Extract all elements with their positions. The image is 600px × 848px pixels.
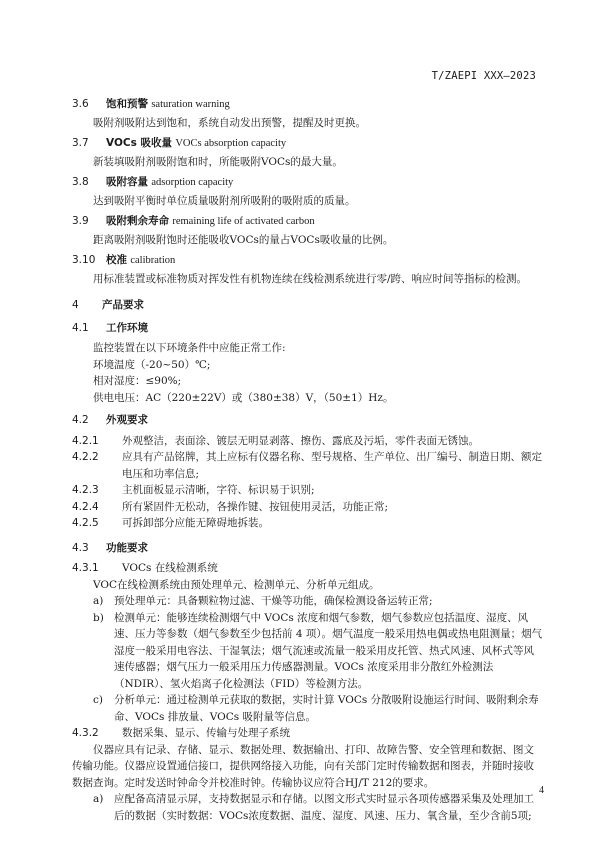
environment-line: 供电电压：AC（220±22V）或（380±38）V，（50±1）Hz。: [93, 391, 394, 404]
term-title: 吸附剩余寿命: [106, 215, 169, 227]
term-heading-3-10: [72, 252, 544, 270]
subsection-title: VOCs 在线检测系统: [122, 562, 218, 574]
term-definition: 用标准装置或标准物质对挥发性有机物连续在线检测系统进行零/跨、响应时间等指标的检测。: [93, 272, 528, 285]
section-number: 4: [72, 299, 79, 311]
clause-item: [72, 449, 544, 482]
term-title: VOCs 吸收量: [106, 137, 172, 149]
term-heading-3-8: [72, 174, 544, 192]
document-body: [72, 94, 544, 824]
subsection-heading-4-3-1: [72, 560, 544, 577]
list-item: [72, 593, 544, 610]
list-label: a): [93, 595, 104, 607]
section-title: 功能要求: [106, 541, 148, 554]
term-english: remaining life of activated carbon: [172, 216, 315, 227]
term-definition: 达到吸附平衡时单位质量吸附剂所吸附的吸附质的质量。: [93, 194, 356, 207]
clause-item: [72, 433, 544, 450]
term-number: 3.6: [72, 98, 89, 110]
section-number: 4.2: [72, 414, 89, 426]
term-number: 3.9: [72, 215, 89, 227]
term-title: 吸附容量: [106, 176, 148, 188]
term-definition: 新装填吸附剂吸附饱和时，所能吸附VOCs的最大量。: [93, 155, 343, 168]
clause-item: [72, 515, 544, 532]
section-heading-4-3: [72, 540, 544, 557]
subsection-heading-4-3-2: [72, 725, 544, 742]
term-english: VOCs absorption capacity: [175, 138, 287, 149]
term-heading-3-7: [72, 135, 544, 153]
list-label: a): [93, 793, 104, 805]
term-title: 饱和预警: [106, 98, 148, 110]
term-definition: 吸附剂吸附达到饱和，系统自动发出预警，提醒及时更换。: [93, 116, 366, 129]
list-label: c): [93, 694, 103, 706]
clause-text: 所有紧固件无松动，各操作键、按钮使用灵活，功能正常;: [122, 500, 389, 513]
clause-number: 4.3.2: [72, 727, 99, 739]
term-definition: 距离吸附剂吸附饱时还能吸收VOCs的量占VOCs吸收量的比例。: [93, 233, 394, 246]
clause-number: 4.2.1: [72, 434, 99, 447]
section-number: 4.1: [72, 321, 89, 334]
section-number: 4.3: [72, 541, 89, 554]
clause-text: 主机面板显示清晰，字符、标识易于识别;: [122, 484, 315, 496]
list-item: [72, 610, 544, 693]
list-text: 应配备高清显示屏，支持数据显示和存储。以图文形式实时显示各项传感器采集及处理加工后的数据（实时数据：VOCs浓度数据、温度、湿度、风速、压力、氧含量，至少含前5项;: [114, 793, 534, 822]
term-number: 3.10: [72, 254, 96, 266]
section-title: 工作环境: [106, 321, 148, 334]
environment-conditions: [93, 340, 544, 406]
term-number: 3.7: [72, 137, 89, 149]
subsection-title: 数据采集、显示、传输与处理子系统: [122, 727, 290, 739]
section-heading-4-2: [72, 412, 544, 429]
list-item: [72, 692, 544, 725]
section-title: 外观要求: [106, 414, 148, 426]
environment-line: 环境温度（-20~50）℃;: [93, 358, 211, 371]
clause-number: 4.2.3: [72, 484, 99, 496]
clause-text: 可拆卸部分应能无障碍地拆装。: [122, 517, 269, 529]
clause-item: [72, 499, 544, 516]
section-title: 产品要求: [102, 299, 144, 311]
environment-line: 相对湿度：≤90%;: [93, 375, 182, 387]
list-text: 分析单元：通过检测单元获取的数据，实时计算 VOCs 分散吸附设施运行时间、吸附剩余寿命、VOCs 排放量、VOCs 吸附量等信息。: [114, 694, 539, 723]
clause-number: 4.2.4: [72, 500, 99, 513]
clause-number: 4.2.5: [72, 517, 99, 529]
standard-code-header: T/ZAEPI XXX—2023: [431, 70, 536, 82]
clause-number: 4.3.1: [72, 562, 99, 574]
term-title: 校准: [106, 254, 127, 266]
term-english: saturation warning: [151, 99, 230, 110]
environment-line: 监控装置在以下环境条件中应能正常工作:: [93, 342, 286, 354]
clause-number: 4.2.2: [72, 451, 99, 463]
term-heading-3-9: [72, 213, 544, 231]
clause-text: 外观整洁，表面涂、镀层无明显剥落、擦伤、露底及污垢，零件表面无锈蚀。: [122, 434, 479, 447]
list-label: b): [93, 611, 104, 624]
subsection-body: 仪器应具有记录、存储、显示、数据处理、数据输出、打印、故障告警、安全管理和数据、图文传输功能。仪器应设置通信接口，提供网络接入功能，向有关部门定时传输数据和图表，并随时接收数据查询。定时发送时钟命令并校准时钟。传输协议应符合HJ/T 212的要求。: [72, 743, 534, 789]
page-number: 4: [539, 785, 544, 796]
term-number: 3.8: [72, 176, 89, 188]
clause-text: 应具有产品铭牌，其上应标有仪器名称、型号规格、生产单位、出厂编号、制造日期、额定电压和功率信息;: [122, 451, 542, 480]
subsection-intro: VOC在线检测系统由预处理单元、检测单元、分析单元组成。: [93, 578, 380, 591]
section-heading-4: [72, 297, 544, 314]
list-item: [72, 791, 544, 824]
list-text: 检测单元：能够连续检测烟气中 VOCs 浓度和烟气参数，烟气参数应包括温度、湿度、风速、压力等参数（烟气参数至少包括前 4 项）。烟气温度一般采用热电偶或热电阻测量；烟气湿度一般采用电容法、干湿氧法；烟气流速或流量一般采用皮托管、热式风速、风杯式等风速传感器；烟气压力一般采用压力传感器测量。VOCs 浓度采用非分散红外检测法（NDIR）、氢火焰离子化检测法（FID）等检测方法。: [114, 611, 543, 690]
term-english: calibration: [130, 255, 176, 266]
list-text: 预处理单元：具备颗粒物过滤、干燥等功能，确保检测设备运转正常;: [114, 595, 433, 607]
term-heading-3-6: [72, 96, 544, 114]
clause-item: [72, 482, 544, 499]
term-english: adsorption capacity: [151, 177, 234, 188]
section-heading-4-1: [72, 320, 544, 337]
